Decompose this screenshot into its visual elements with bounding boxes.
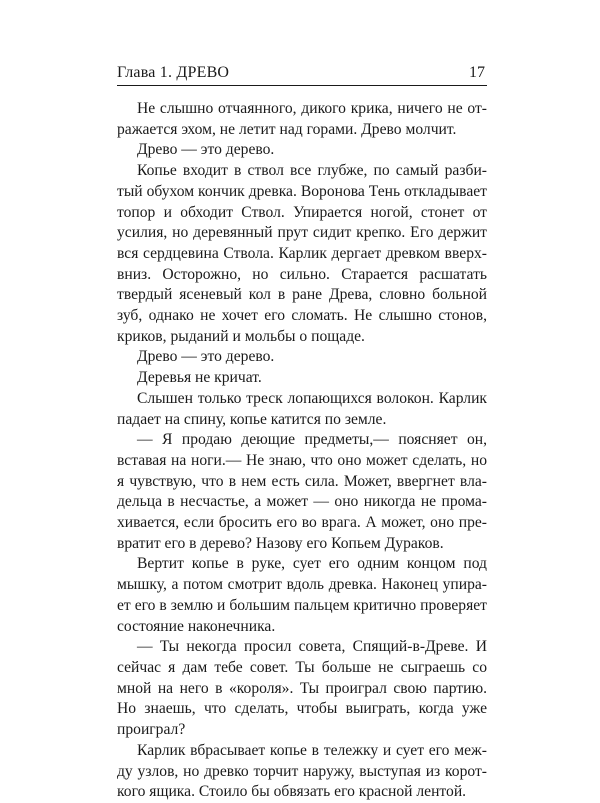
paragraph: Вертит копье в руке, сует его одним концом под мышку, а потом смотрит вдоль древка. Наконец упирает его в землю и большим пальцем критично проверяет состояние наконечника. [117, 555, 487, 635]
body-text [117, 99, 487, 803]
paragraph: Карлик вбрасывает копье в тележку и сует его между узлов, но древко торчит наружу, выступая из короткого ящика. Стоило бы обвязать его красной лентой. [117, 741, 487, 801]
paragraph: Деревья не кричат. [137, 369, 262, 387]
paragraph: — Я продаю деющие предметы,— поясняет он, вставая на ноги.— Не знаю, что оно может сделать, но я чувствую, что в нем есть сила. Может, ввергнет владельца в несчастье, а может — оно никогда не промахивается, если бросить его во врага. А может, оно превратит его в дерево? Назову его Копьем Дураков. [117, 431, 487, 552]
paragraph: Древо — это дерево. [137, 348, 275, 366]
chapter-title: Глава 1. ДРЕВО [117, 64, 230, 81]
paragraph: Не слышно отчаянного, дикого крика, ничего не отражается эхом, не летит над горами. Древо молчит. [117, 100, 487, 138]
paragraph: — Ты некогда просил совета, Спящий-в-Древе. И сейчас я дам тебе совет. Ты больше не сыграешь со мной на него в «короля». Ты проиграл свою партию. Но знаешь, что сделать, чтобы выиграть, когда уже проиграл? [117, 638, 487, 739]
running-header [117, 64, 487, 84]
paragraph: Копье входит в ствол все глубже, по самый разбитый обухом кончик древка. Воронова Тень откладывает топор и обходит Ствол. Упирается ногой, стонет от усилия, но деревянный прут сидит крепко. Его держит вся сердцевина Ствола. Карлик дергает древком вверхвниз. Осторожно, но сильно. Старается расшатать твердый ясеневый кол в ране Древа, словно больной зуб, однако не хочет его сломать. Не слышно стонов, криков, рыданий и мольбы о пощаде. [117, 162, 487, 345]
paragraph: Древо — это дерево. [137, 141, 275, 159]
page-number: 17 [469, 64, 485, 81]
paragraph: Слышен только треск лопающихся волокон. Карлик падает на спину, копье катится по земле. [117, 389, 487, 428]
header-rule [117, 85, 487, 86]
